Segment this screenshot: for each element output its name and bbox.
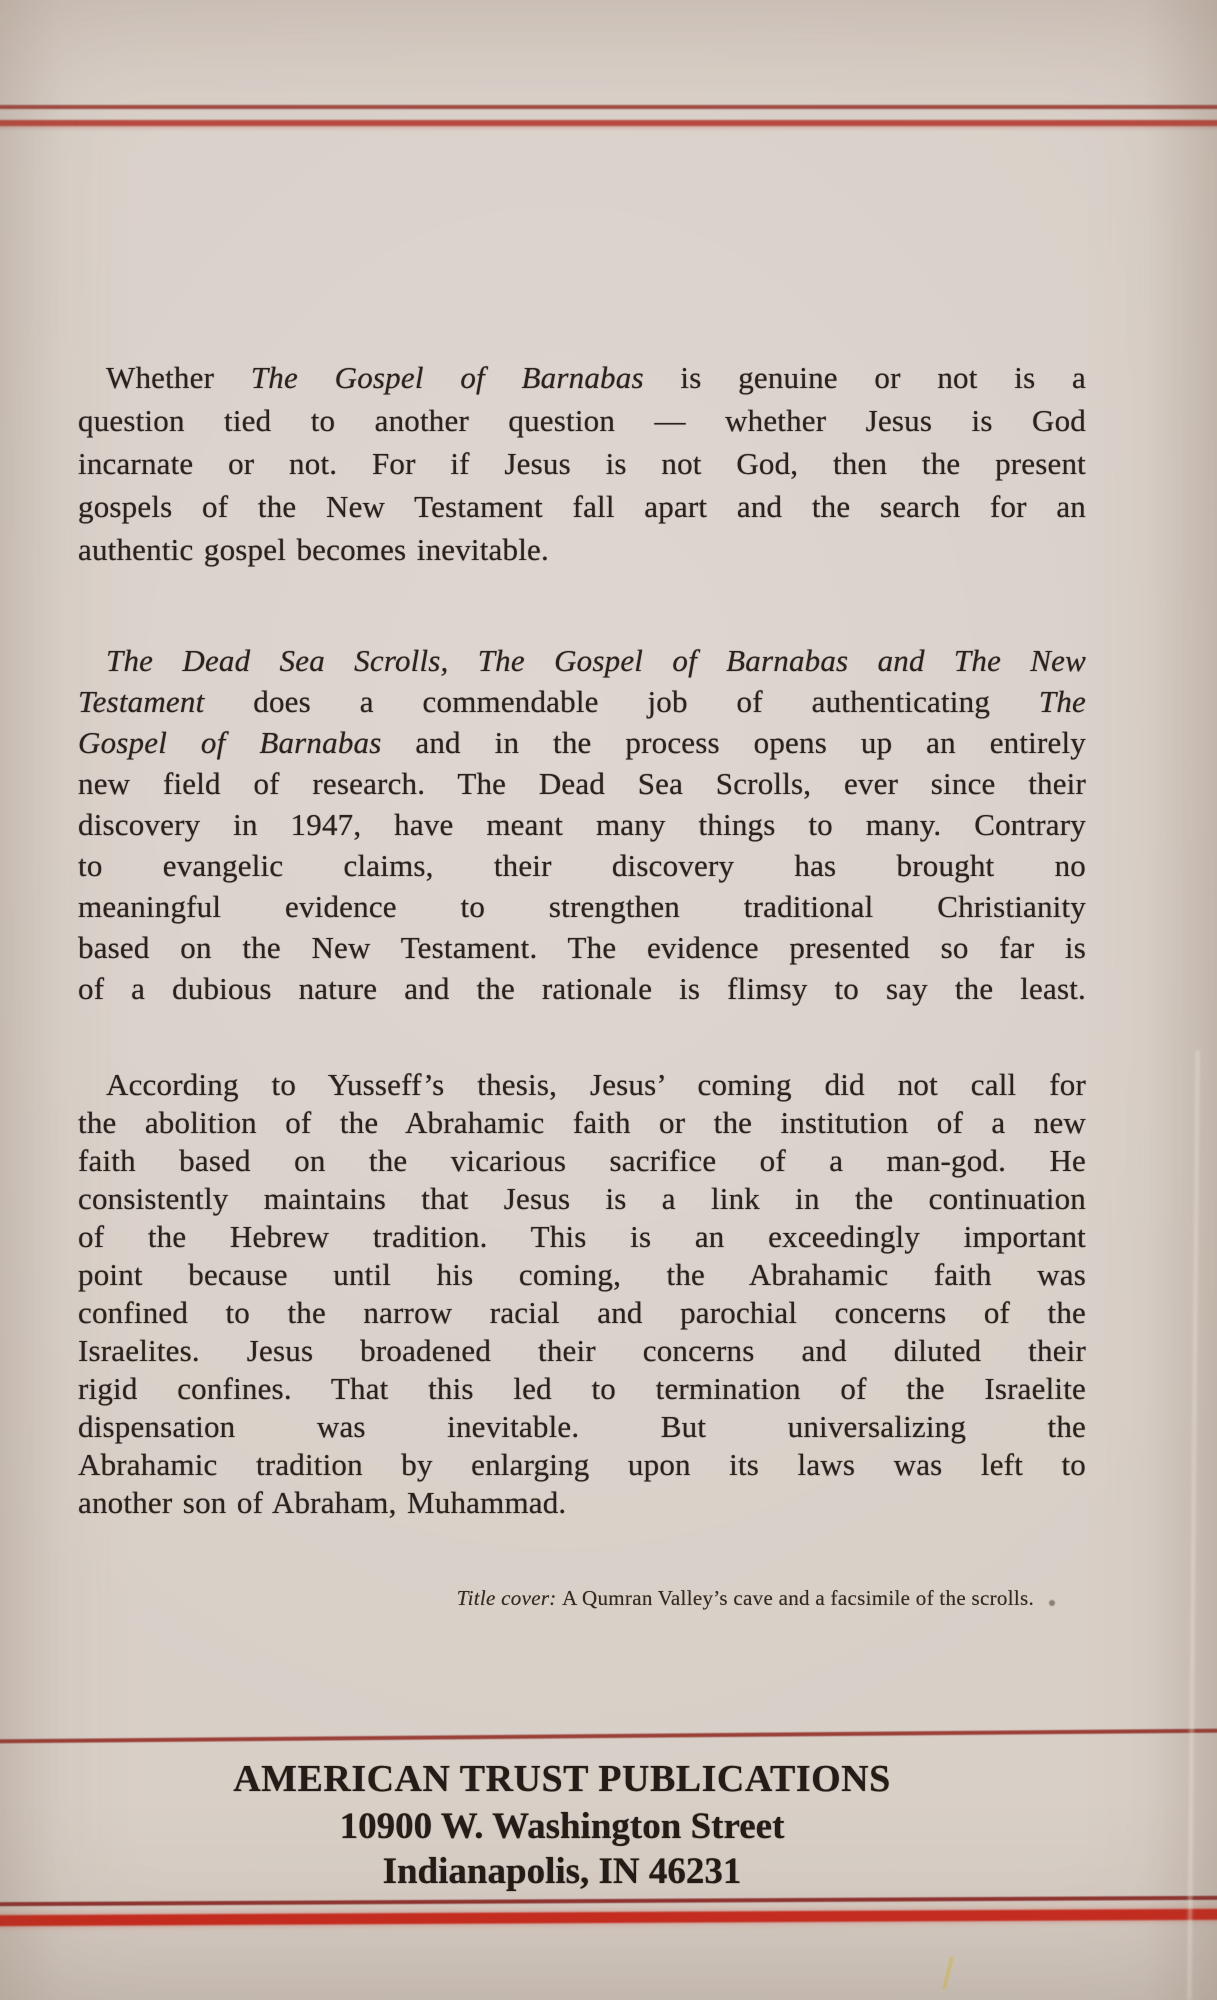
text-line (78, 1294, 1086, 1332)
italic-text-segment: Testament (78, 684, 205, 719)
publisher-top-rule (0, 1729, 1217, 1744)
text-segment: incarnate or not. For if Jesus is not God, then the present (78, 446, 1086, 481)
text-segment: According to Yusseff’s thesis, Jesus’ coming did not call for (106, 1067, 1086, 1102)
paragraph-dead-sea-scrolls (78, 640, 1086, 1009)
italic-text-segment: The Dead Sea Scrolls, The Gospel of Barnabas and The New (106, 643, 1086, 678)
text-segment: another son of Abraham, Muhammad. (78, 1485, 567, 1520)
text-segment: point because until his coming, the Abrahamic faith was (78, 1257, 1086, 1292)
text-line (78, 722, 1086, 763)
text-line (78, 1370, 1086, 1408)
italic-text-segment: Title cover: (456, 1586, 563, 1610)
text-segment: of the Hebrew tradition. This is an exceedingly important (78, 1219, 1086, 1254)
bottom-rule-thin (0, 1896, 1217, 1906)
paragraph-yusseff-thesis (78, 1066, 1086, 1522)
text-segment: of a dubious nature and the rationale is flimsy to say the least. (78, 971, 1086, 1006)
text-segment: and in the process opens up an entirely (381, 725, 1086, 760)
text-segment: Whether (106, 360, 251, 395)
text-segment: is genuine or not is a (643, 360, 1086, 395)
text-line (78, 968, 1086, 1009)
text-segment: does a commendable job of authenticating (204, 684, 1039, 719)
paragraph-gospel-genuine (78, 356, 1086, 571)
text-line (78, 528, 1086, 571)
text-line (78, 1446, 1086, 1484)
text-line (78, 1066, 1086, 1104)
dust-speck-hair (942, 1956, 954, 1990)
text-segment: consistently maintains that Jesus is a link in the continuation (78, 1181, 1086, 1216)
text-segment: Israelites. Jesus broadened their concerns and diluted their (78, 1333, 1086, 1368)
text-line (78, 763, 1086, 804)
italic-text-segment: Gospel of Barnabas (78, 725, 382, 760)
publisher-block (78, 1754, 1046, 1894)
text-line (78, 886, 1086, 927)
title-cover-caption (78, 1586, 1086, 1611)
text-line (78, 442, 1086, 485)
dust-speck-dot (1049, 1600, 1055, 1606)
text-segment: authentic gospel becomes inevitable. (78, 532, 549, 567)
text-segment: rigid confines. That this led to termination of the Israelite (78, 1371, 1086, 1406)
bottom-rule-thick (0, 1909, 1217, 1926)
text-segment: discovery in 1947, have meant many things to many. Contrary (78, 807, 1086, 842)
text-segment: to evangelic claims, their discovery has brought no (78, 848, 1086, 883)
top-rule-thick (0, 120, 1217, 126)
text-segment: A Qumran Valley’s cave and a facsimile of the scrolls. (562, 1586, 1034, 1610)
text-line (78, 681, 1086, 722)
text-segment: new field of research. The Dead Sea Scrolls, ever since their (78, 766, 1086, 801)
text-segment: faith based on the vicarious sacrifice of a man-god. He (78, 1143, 1086, 1178)
text-segment: confined to the narrow racial and parochial concerns of the (78, 1295, 1086, 1330)
text-line (78, 399, 1086, 442)
text-line (78, 1408, 1086, 1446)
text-line (78, 356, 1086, 399)
text-line (78, 1332, 1086, 1370)
text-segment: question tied to another question — whether Jesus is God (78, 403, 1086, 438)
publisher-street: 10900 W. Washington Street (339, 1806, 785, 1847)
text-segment: Abrahamic tradition by enlarging upon its laws was left to (78, 1447, 1086, 1482)
text-line (78, 1218, 1086, 1256)
text-segment: meaningful evidence to strengthen traditional Christianity (78, 889, 1086, 924)
text-segment: gospels of the New Testament fall apart and the search for an (78, 489, 1086, 524)
page-edge-highlight (1188, 1050, 1199, 2000)
text-segment: dispensation was inevitable. But universalizing the (78, 1409, 1086, 1444)
text-line (78, 1484, 1086, 1522)
text-line (78, 1180, 1086, 1218)
publisher-name: AMERICAN TRUST PUBLICATIONS (233, 1758, 891, 1800)
italic-text-segment: The Gospel of Barnabas (250, 360, 644, 395)
top-rule-thin (0, 105, 1217, 109)
text-line (78, 1142, 1086, 1180)
text-line (78, 927, 1086, 968)
text-line (78, 640, 1086, 681)
text-segment: based on the New Testament. The evidence presented so far is (78, 930, 1086, 965)
text-line (78, 804, 1086, 845)
text-line (78, 485, 1086, 528)
text-line (78, 1104, 1086, 1142)
text-line (78, 1256, 1086, 1294)
italic-text-segment: The (1038, 684, 1086, 719)
text-segment: the abolition of the Abrahamic faith or the institution of a new (78, 1105, 1086, 1140)
publisher-city: Indianapolis, IN 46231 (382, 1851, 742, 1892)
text-line (78, 845, 1086, 886)
